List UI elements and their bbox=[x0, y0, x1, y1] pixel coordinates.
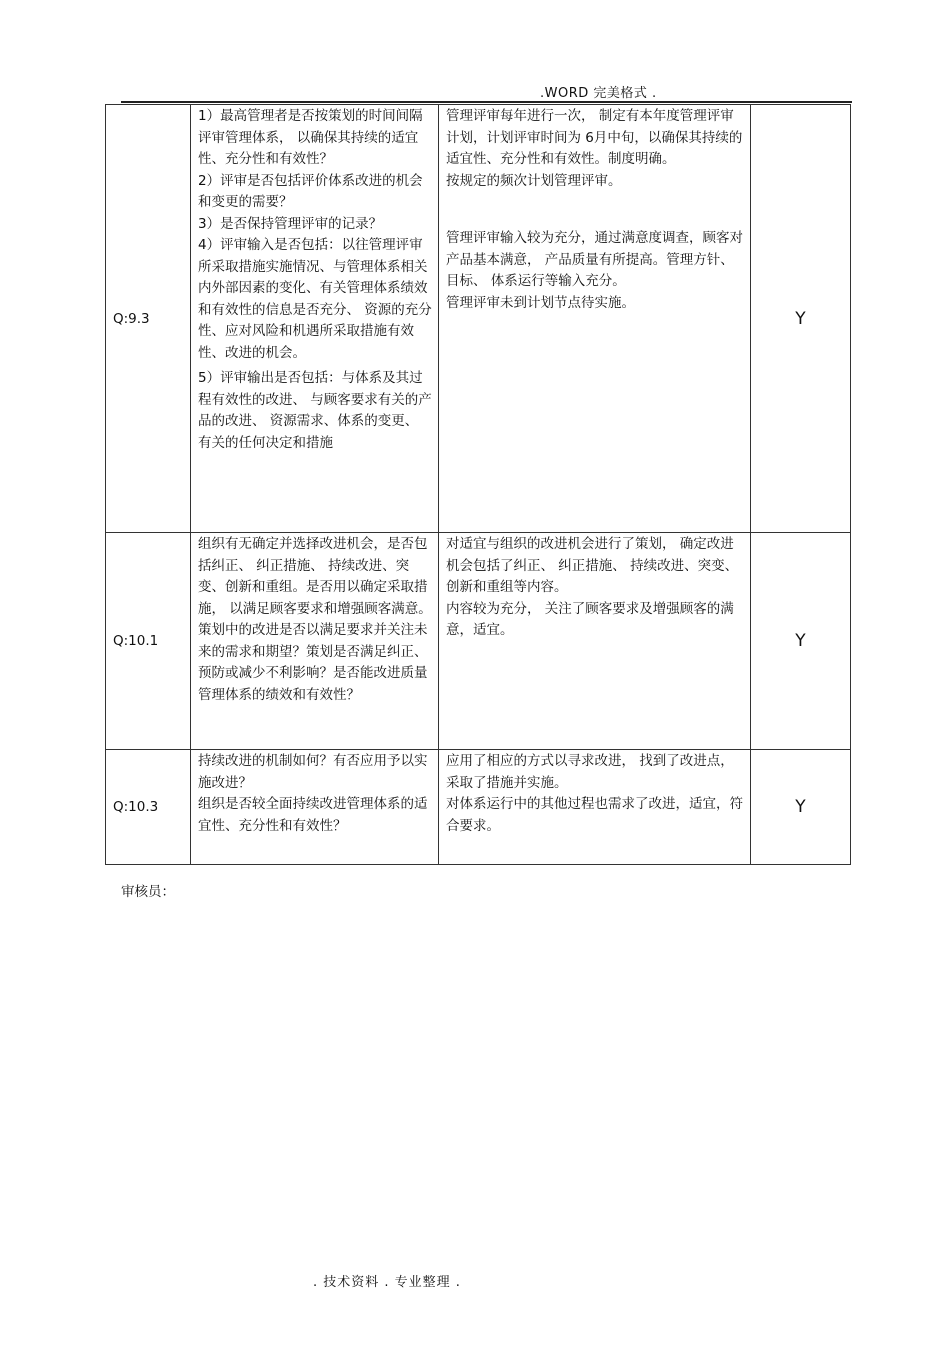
question-text: 组织有无确定并选择改进机会，是否包括纠正、 纠正措施、 持续改进、突变、创新和重组。是否用以确定采取措施， 以满足顾客要求和增强顾客满意。 bbox=[198, 536, 432, 617]
finding-text: 应用了相应的方式以寻求改进， 找到了改进点，采取了措施并实施。 bbox=[446, 753, 734, 791]
finding-text: 管理评审输入较为充分，通过满意度调查，顾客对产品基本满意， 产品质量有所提高。管理方针、 目标、 体系运行等输入充分。 bbox=[446, 230, 743, 289]
page-footer: . 技术资料 . 专业整理 . bbox=[313, 1275, 461, 1290]
clause-cell: Q:10.3 bbox=[106, 750, 191, 865]
question-text: 3）是否保持管理评审的记录？ bbox=[198, 215, 383, 232]
clause-cell: Q:9.3 bbox=[106, 105, 191, 533]
finding-cell bbox=[439, 105, 751, 533]
finding-text: 管理评审每年进行一次， 制定有本年度管理评审计划，计划评审时间为 6月中旬，以确保其持续的适宜性、充分性和有效性。制度明确。 bbox=[446, 108, 743, 167]
finding-text: 对体系运行中的其他过程也需求了改进，适宜，符合要求。 bbox=[446, 796, 743, 834]
question-text: 5）评审输出是否包括：与体系及其过程有效性的改进、 与顾客要求有关的产品的改进、 资源需求、体系的变更、 有关的任何决定和措施 bbox=[198, 370, 432, 451]
question-text: 1）最高管理者是否按策划的时间间隔评审管理体系， 以确保其持续的适宜性、充分性和有效性？ bbox=[198, 108, 423, 167]
auditor-label: 审核员： bbox=[121, 884, 175, 900]
question-cell bbox=[191, 750, 439, 865]
finding-cell bbox=[439, 750, 751, 865]
audit-checklist-table bbox=[105, 104, 851, 865]
table-row bbox=[106, 533, 851, 750]
question-text: 组织是否较全面持续改进管理体系的适宜性、充分性和有效性？ bbox=[198, 796, 428, 834]
page-header: .WORD 完美格式 . bbox=[540, 86, 657, 101]
finding-cell bbox=[439, 533, 751, 750]
clause-cell: Q:10.1 bbox=[106, 533, 191, 750]
question-text: 2）评审是否包括评价体系改进的机会和变更的需要？ bbox=[198, 172, 423, 210]
table-row bbox=[106, 750, 851, 865]
result-cell: Y bbox=[751, 105, 851, 533]
finding-text: 内容较为充分， 关注了顾客要求及增强顾客的满意，适宜。 bbox=[446, 600, 734, 638]
question-text: 4）评审输入是否包括：以往管理评审所采取措施实施情况、与管理体系相关内外部因素的变化、有关管理体系绩效和有效性的信息是否充分、 资源的充分性、应对风险和机遇所采取措施有效性、改进的机会。 bbox=[198, 237, 432, 361]
question-cell bbox=[191, 533, 439, 750]
finding-text: 按规定的频次计划管理评审。 bbox=[446, 172, 622, 189]
header-rule bbox=[121, 101, 852, 103]
table-row bbox=[106, 105, 851, 533]
finding-text: 管理评审未到计划节点待实施。 bbox=[446, 294, 635, 311]
question-text: 持续改进的机制如何？有否应用予以实施改进？ bbox=[198, 753, 428, 791]
result-cell: Y bbox=[751, 750, 851, 865]
finding-text: 对适宜与组织的改进机会进行了策划， 确定改进机会包括了纠正、 纠正措施、 持续改进、突变、创新和重组等内容。 bbox=[446, 536, 739, 595]
result-cell: Y bbox=[751, 533, 851, 750]
question-text: 策划中的改进是否以满足要求并关注未来的需求和期望？策划是否满足纠正、 预防或减少不利影响？是否能改进质量管理体系的绩效和有效性？ bbox=[198, 622, 428, 703]
question-cell bbox=[191, 105, 439, 533]
